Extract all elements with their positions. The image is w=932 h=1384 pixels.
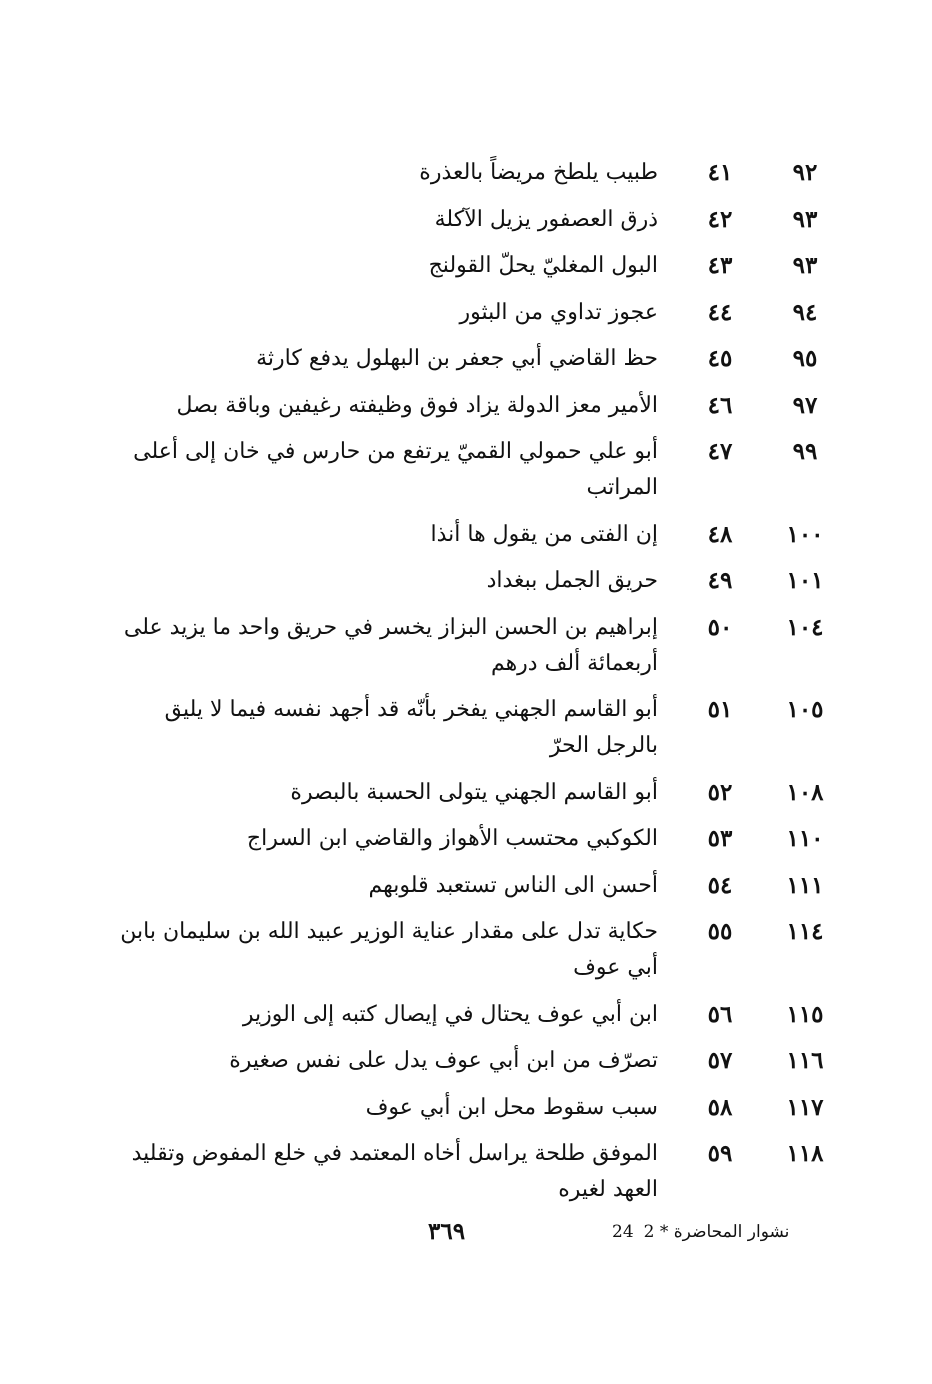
toc-page-number: ٩٣: [792, 252, 818, 279]
toc-entry: [100, 295, 840, 331]
toc-entry: [100, 341, 840, 377]
toc-entry-number: ٥٠: [707, 613, 733, 641]
toc-entry: [100, 202, 840, 238]
toc-page-number: ١١٤: [786, 918, 824, 945]
toc-entry-number: ٥٤: [707, 871, 733, 899]
toc-entry-title: تصرّف من ابن أبي عوف يدل على نفس صغيرة: [229, 1048, 658, 1073]
toc-entry-title: ذرق العصفور يزيل الآكلة: [434, 206, 658, 232]
toc-entry-title: الأمير معز الدولة يزاد فوق وظيفته رغيفين وباقة بصل: [176, 392, 658, 418]
running-footer: [612, 1222, 789, 1242]
toc-entry: [100, 692, 840, 764]
toc-entry-number: ٤٣: [707, 252, 733, 279]
toc-entry-number: ٥٨: [707, 1093, 733, 1121]
toc-page-number: ١١٦: [786, 1047, 824, 1074]
toc-entry: [100, 248, 840, 284]
toc-page-number: ٩٧: [792, 391, 818, 419]
toc-entry-title: طبيب يلطخ مريضاً بالعذرة: [419, 160, 658, 185]
page-footer: [0, 1218, 932, 1252]
toc-entry: [100, 388, 840, 424]
toc-entry-number: ٥٥: [707, 918, 733, 945]
toc-entry-title: حكاية تدل على مقدار عناية الوزير عبيد الله بن سليمان بابن أبي عوف: [120, 919, 658, 980]
toc-entry-number: ٥٧: [707, 1047, 733, 1074]
toc-page-number: ١١٨: [786, 1140, 824, 1167]
toc-entry-title: الموفق طلحة يراسل أخاه المعتمد في خلع المفوض وتقليد العهد لغيره: [131, 1141, 658, 1202]
toc-entry: [100, 517, 840, 553]
toc-entry: [100, 563, 840, 599]
toc-entry-number: ٤٩: [707, 567, 733, 594]
toc-entry-number: ٤٨: [707, 520, 733, 548]
toc-page-number: ٩٩: [792, 438, 818, 465]
toc-entry: [100, 610, 840, 682]
toc-entry-number: ٤٥: [707, 345, 733, 372]
toc-page-number: ١١١: [786, 871, 824, 899]
toc-entry-title: عجوز تداوي من البثور: [459, 299, 658, 325]
toc-entry: [100, 821, 840, 857]
book-label: نشوار المحاضرة * 2: [643, 1222, 790, 1242]
toc-entry: [100, 434, 840, 506]
toc-entry: [100, 775, 840, 811]
toc-page-number: ٩٣: [792, 205, 818, 233]
toc-entry-title: حريق الجمل ببغداد: [486, 568, 658, 593]
toc-entry-title: حظ القاضي أبي جعفر بن البهلول يدفع كارثة: [256, 346, 658, 371]
toc-page-number: ١٠٠: [786, 520, 824, 548]
toc-entry: [100, 1090, 840, 1126]
toc-entry-title: إن الفتى من يقول ها أنذا: [430, 521, 658, 547]
toc-entry-title: أحسن الى الناس تستعبد قلوبهم: [368, 872, 658, 898]
toc-entry-title: سبب سقوط محل ابن أبي عوف: [365, 1094, 658, 1120]
toc-entry: [100, 914, 840, 986]
toc-entry-number: ٤٤: [707, 298, 733, 326]
toc-page-number: ١١٠: [786, 825, 824, 852]
toc-entry-title: أبو القاسم الجهني يتولى الحسبة بالبصرة: [290, 779, 658, 805]
toc-page-number: ٩٤: [792, 298, 818, 326]
toc-entry-title: الكوكبي محتسب الأهواز والقاضي ابن السراج: [246, 826, 658, 851]
toc-entry-number: ٥١: [707, 696, 733, 723]
page-number: ٣٦٩: [428, 1218, 466, 1245]
toc-entry-title: البول المغليّ يحلّ القولنج: [428, 253, 658, 278]
toc-entry: [100, 868, 840, 904]
toc-entry-number: ٥٦: [707, 1000, 733, 1028]
toc-entry-title: أبو القاسم الجهني يفخر بأنّه قد أجهد نفسه فيما لا يليق بالرجل الحرّ: [164, 697, 658, 758]
toc-page-number: ١٠٥: [786, 696, 824, 723]
toc-entry-number: ٤٦: [707, 391, 733, 419]
toc-entry-number: ٤١: [707, 159, 733, 186]
toc-entry: [100, 155, 840, 191]
toc-entry: [100, 997, 840, 1033]
toc-page-number: ١٠٨: [786, 778, 824, 806]
toc-entry-title: ابن أبي عوف يحتال في إيصال كتبه إلى الوزير: [242, 1001, 658, 1027]
toc-entry-number: ٥٢: [707, 778, 733, 806]
toc-page-number: ٩٢: [792, 159, 818, 186]
toc-entry-number: ٤٢: [707, 205, 733, 233]
toc-entry-title: إبراهيم بن الحسن البزاز يخسر في حريق واحد ما يزيد على أربعمائة ألف درهم: [123, 614, 658, 676]
table-of-contents: [100, 155, 840, 1219]
toc-entry-number: ٥٩: [707, 1140, 733, 1167]
toc-entry-title: أبو علي حمولي القميّ يرتفع من حارس في خان إلى أعلى المراتب: [133, 439, 658, 500]
toc-entry-number: ٥٣: [707, 825, 733, 852]
toc-entry-number: ٤٧: [707, 438, 733, 465]
toc-page-number: ١٠١: [786, 567, 824, 594]
toc-page-number: ١١٥: [786, 1000, 824, 1028]
toc-page-number: ١٠٤: [786, 613, 824, 641]
toc-page-number: ١١٧: [786, 1093, 824, 1121]
toc-entry: [100, 1136, 840, 1208]
toc-page-number: ٩٥: [792, 345, 818, 372]
sheet-number: 24: [612, 1222, 634, 1242]
toc-entry: [100, 1043, 840, 1079]
